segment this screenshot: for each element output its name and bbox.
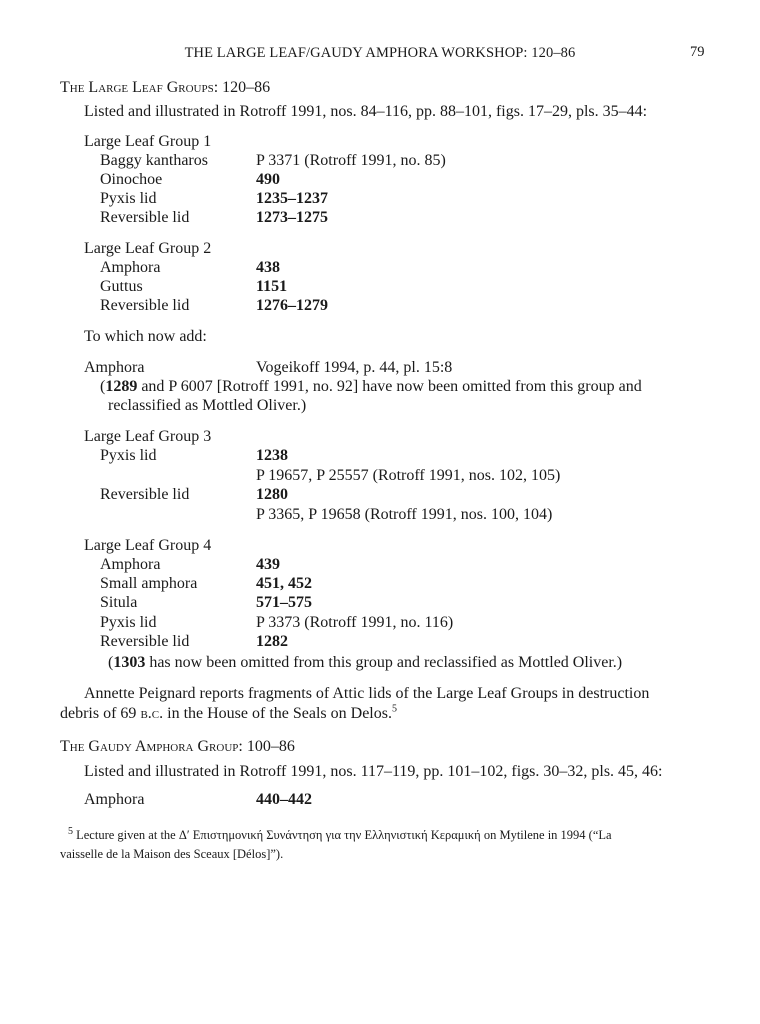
section-heading-text: The Large Leaf Groups <box>60 79 214 96</box>
shape-label: Situla <box>100 594 138 611</box>
group-title: Large Leaf Group 1 <box>84 133 212 150</box>
catalogue-ref: 438 <box>256 259 280 276</box>
catalogue-ref: 1235–1237 <box>256 190 328 207</box>
shape-label: Oinochoe <box>100 171 163 188</box>
omission-note: (1289 and P 6007 [Rotroff 1991, no. 92] have now been omitted from this group and <box>100 378 642 395</box>
catalogue-ref: 440–442 <box>256 791 312 808</box>
shape-label: Amphora <box>100 556 161 573</box>
shape-label: Amphora <box>84 791 145 808</box>
catalogue-ref: P 3365, P 19658 (Rotroff 1991, nos. 100, 104) <box>256 506 553 523</box>
shape-label: Reversible lid <box>100 209 190 226</box>
catalogue-ref: 1276–1279 <box>256 297 328 314</box>
omission-note-text: has now been omitted from this group and reclassified as Mottled Oliver.) <box>145 654 623 671</box>
listing-line: Listed and illustrated in Rotroff 1991, nos. 84–116, pp. 88–101, figs. 17–29, pls. 35–44: <box>84 103 648 120</box>
catalogue-number: 1303 <box>113 654 146 671</box>
shape-label: Pyxis lid <box>100 447 157 464</box>
group-title: Large Leaf Group 4 <box>84 537 212 554</box>
section-heading-dates: : 100–86 <box>238 738 295 755</box>
catalogue-ref: 451, 452 <box>256 575 312 592</box>
listing-line: Listed and illustrated in Rotroff 1991, nos. 117–119, pp. 101–102, figs. 30–32, pls. 45, 46: <box>84 763 663 780</box>
shape-label: Reversible lid <box>100 297 190 314</box>
footnote <box>60 826 708 844</box>
paragraph-line <box>60 704 397 723</box>
shape-label: Small amphora <box>100 575 198 592</box>
shape-label: Baggy kantharos <box>100 152 208 169</box>
paragraph-text: debris of 69 <box>60 705 141 722</box>
section-heading-dates: : 120–86 <box>213 79 271 96</box>
section-heading-large-leaf <box>60 78 270 97</box>
catalogue-ref: 1280 <box>256 486 288 503</box>
catalogue-ref: 1273–1275 <box>256 209 328 226</box>
catalogue-ref: P 3373 (Rotroff 1991, no. 116) <box>256 614 454 631</box>
catalogue-ref: P 3371 (Rotroff 1991, no. 85) <box>256 152 446 169</box>
paragraph-line: Annette Peignard reports fragments of Attic lids of the Large Leaf Groups in destruction <box>84 685 650 702</box>
omission-note-continued: reclassified as Mottled Oliver.) <box>108 397 307 414</box>
catalogue-ref: Vogeikoff 1994, p. 44, pl. 15:8 <box>256 359 453 376</box>
catalogue-ref: 1151 <box>256 278 288 295</box>
era-abbrev: b.c. <box>140 705 164 722</box>
footnote-mark: 5 <box>68 825 73 837</box>
section-heading-text: The Gaudy Amphora Group <box>60 738 239 755</box>
shape-label: Amphora <box>84 359 145 376</box>
group-title: Large Leaf Group 2 <box>84 240 212 257</box>
catalogue-ref: 439 <box>256 556 280 573</box>
footnote-continued: vaisselle de la Maison des Sceaux [Délos]”). <box>60 847 284 861</box>
page-number: 79 <box>690 44 705 60</box>
catalogue-ref: P 19657, P 25557 (Rotroff 1991, nos. 102, 105) <box>256 467 561 484</box>
paragraph-text: in the House of the Seals on Delos. <box>163 705 392 722</box>
catalogue-ref: 1238 <box>256 447 288 464</box>
catalogue-ref: 1282 <box>256 633 288 650</box>
catalogue-number: 1289 <box>105 378 138 395</box>
omission-note-text: and P 6007 [Rotroff 1991, no. 92] have now been omitted from this group and <box>137 378 642 395</box>
running-head: THE LARGE LEAF/GAUDY AMPHORA WORKSHOP: 120–86 <box>184 45 576 61</box>
add-intro: To which now add: <box>84 328 207 345</box>
omission-note: (1303 has now been omitted from this group and reclassified as Mottled Oliver.) <box>108 654 623 671</box>
catalogue-ref: 490 <box>256 171 280 188</box>
section-heading-gaudy-amphora <box>60 737 295 756</box>
footnote-ref: 5 <box>391 703 397 715</box>
shape-label: Reversible lid <box>100 633 190 650</box>
catalogue-ref: 571–575 <box>256 594 312 611</box>
shape-label: Amphora <box>100 259 161 276</box>
footnote-text: Lecture given at the Δ′ Επιστημονική Συνάντηση για την Ελληνιστική Κεραμική on Mytilene in 1994 (“La <box>73 828 612 842</box>
shape-label: Reversible lid <box>100 486 190 503</box>
group-title: Large Leaf Group 3 <box>84 428 212 445</box>
shape-label: Guttus <box>100 278 143 295</box>
shape-label: Pyxis lid <box>100 190 157 207</box>
shape-label: Pyxis lid <box>100 614 157 631</box>
